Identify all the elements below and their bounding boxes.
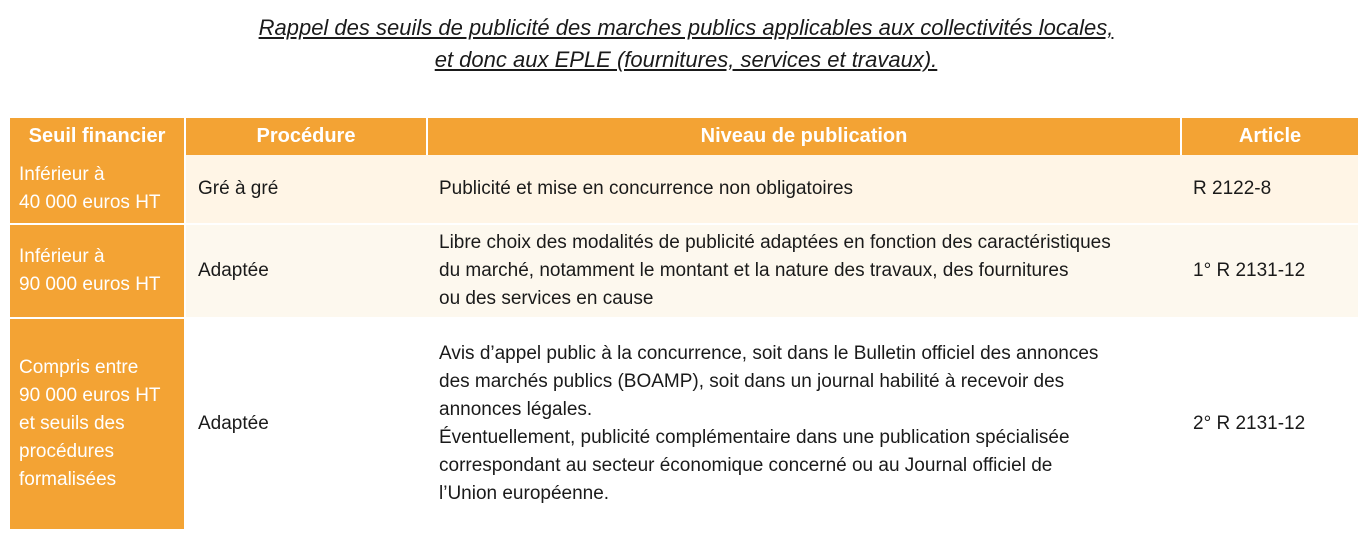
procedure-cell: Adaptée [185, 224, 427, 318]
table-header-row [10, 118, 1358, 155]
seuil-line: Inférieur à [19, 164, 105, 185]
seuil-line: procédures [19, 441, 115, 462]
thresholds-table [10, 118, 1358, 531]
niveau-line: l’Union européenne. [439, 483, 610, 504]
seuil-line: Inférieur à [19, 246, 105, 267]
seuil-line: 40 000 euros HT [19, 192, 161, 213]
seuil-line: et seuils des [19, 413, 125, 434]
niveau-line: annonces légales. [439, 399, 593, 420]
niveau-cell [427, 224, 1181, 318]
niveau-line: Libre choix des modalités de publicité adaptées en fonction des caractéristiques [439, 232, 1111, 253]
seuil-line: Compris entre [19, 357, 139, 378]
table-row [10, 318, 1358, 530]
niveau-line: Avis d’appel public à la concurrence, soit dans le Bulletin officiel des annonces [439, 343, 1099, 364]
article-cell: 1° R 2131-12 [1181, 224, 1358, 318]
niveau-line: du marché, notamment le montant et la nature des travaux, des fournitures [439, 260, 1069, 281]
procedure-cell: Gré à gré [185, 155, 427, 224]
header-niveau: Niveau de publication [427, 118, 1181, 155]
table-row [10, 155, 1358, 224]
seuil-line: 90 000 euros HT [19, 274, 161, 295]
niveau-line: des marchés publics (BOAMP), soit dans un journal habilité à recevoir des [439, 371, 1065, 392]
niveau-cell [427, 155, 1181, 224]
seuil-cell [10, 224, 185, 318]
niveau-cell [427, 318, 1181, 530]
header-procedure: Procédure [185, 118, 427, 155]
seuil-line: 90 000 euros HT [19, 385, 161, 406]
seuil-line: formalisées [19, 469, 117, 490]
niveau-line: Éventuellement, publicité complémentaire dans une publication spécialisée [439, 427, 1070, 448]
niveau-line: correspondant au secteur économique concerné ou au Journal officiel de [439, 455, 1053, 476]
table-row [10, 224, 1358, 318]
header-article: Article [1181, 118, 1358, 155]
seuil-cell [10, 155, 185, 224]
niveau-line: Publicité et mise en concurrence non obligatoires [439, 178, 854, 199]
header-seuil: Seuil financier [10, 118, 185, 155]
procedure-cell: Adaptée [185, 318, 427, 530]
title-line-2: et donc aux EPLE (fournitures, services et travaux). [434, 47, 938, 72]
title-line-1: Rappel des seuils de publicité des marches publics applicables aux collectivités locales, [258, 15, 1114, 40]
document-title [0, 12, 1372, 76]
seuil-cell [10, 318, 185, 530]
niveau-line: ou des services en cause [439, 288, 654, 309]
article-cell: R 2122-8 [1181, 155, 1358, 224]
article-cell: 2° R 2131-12 [1181, 318, 1358, 530]
